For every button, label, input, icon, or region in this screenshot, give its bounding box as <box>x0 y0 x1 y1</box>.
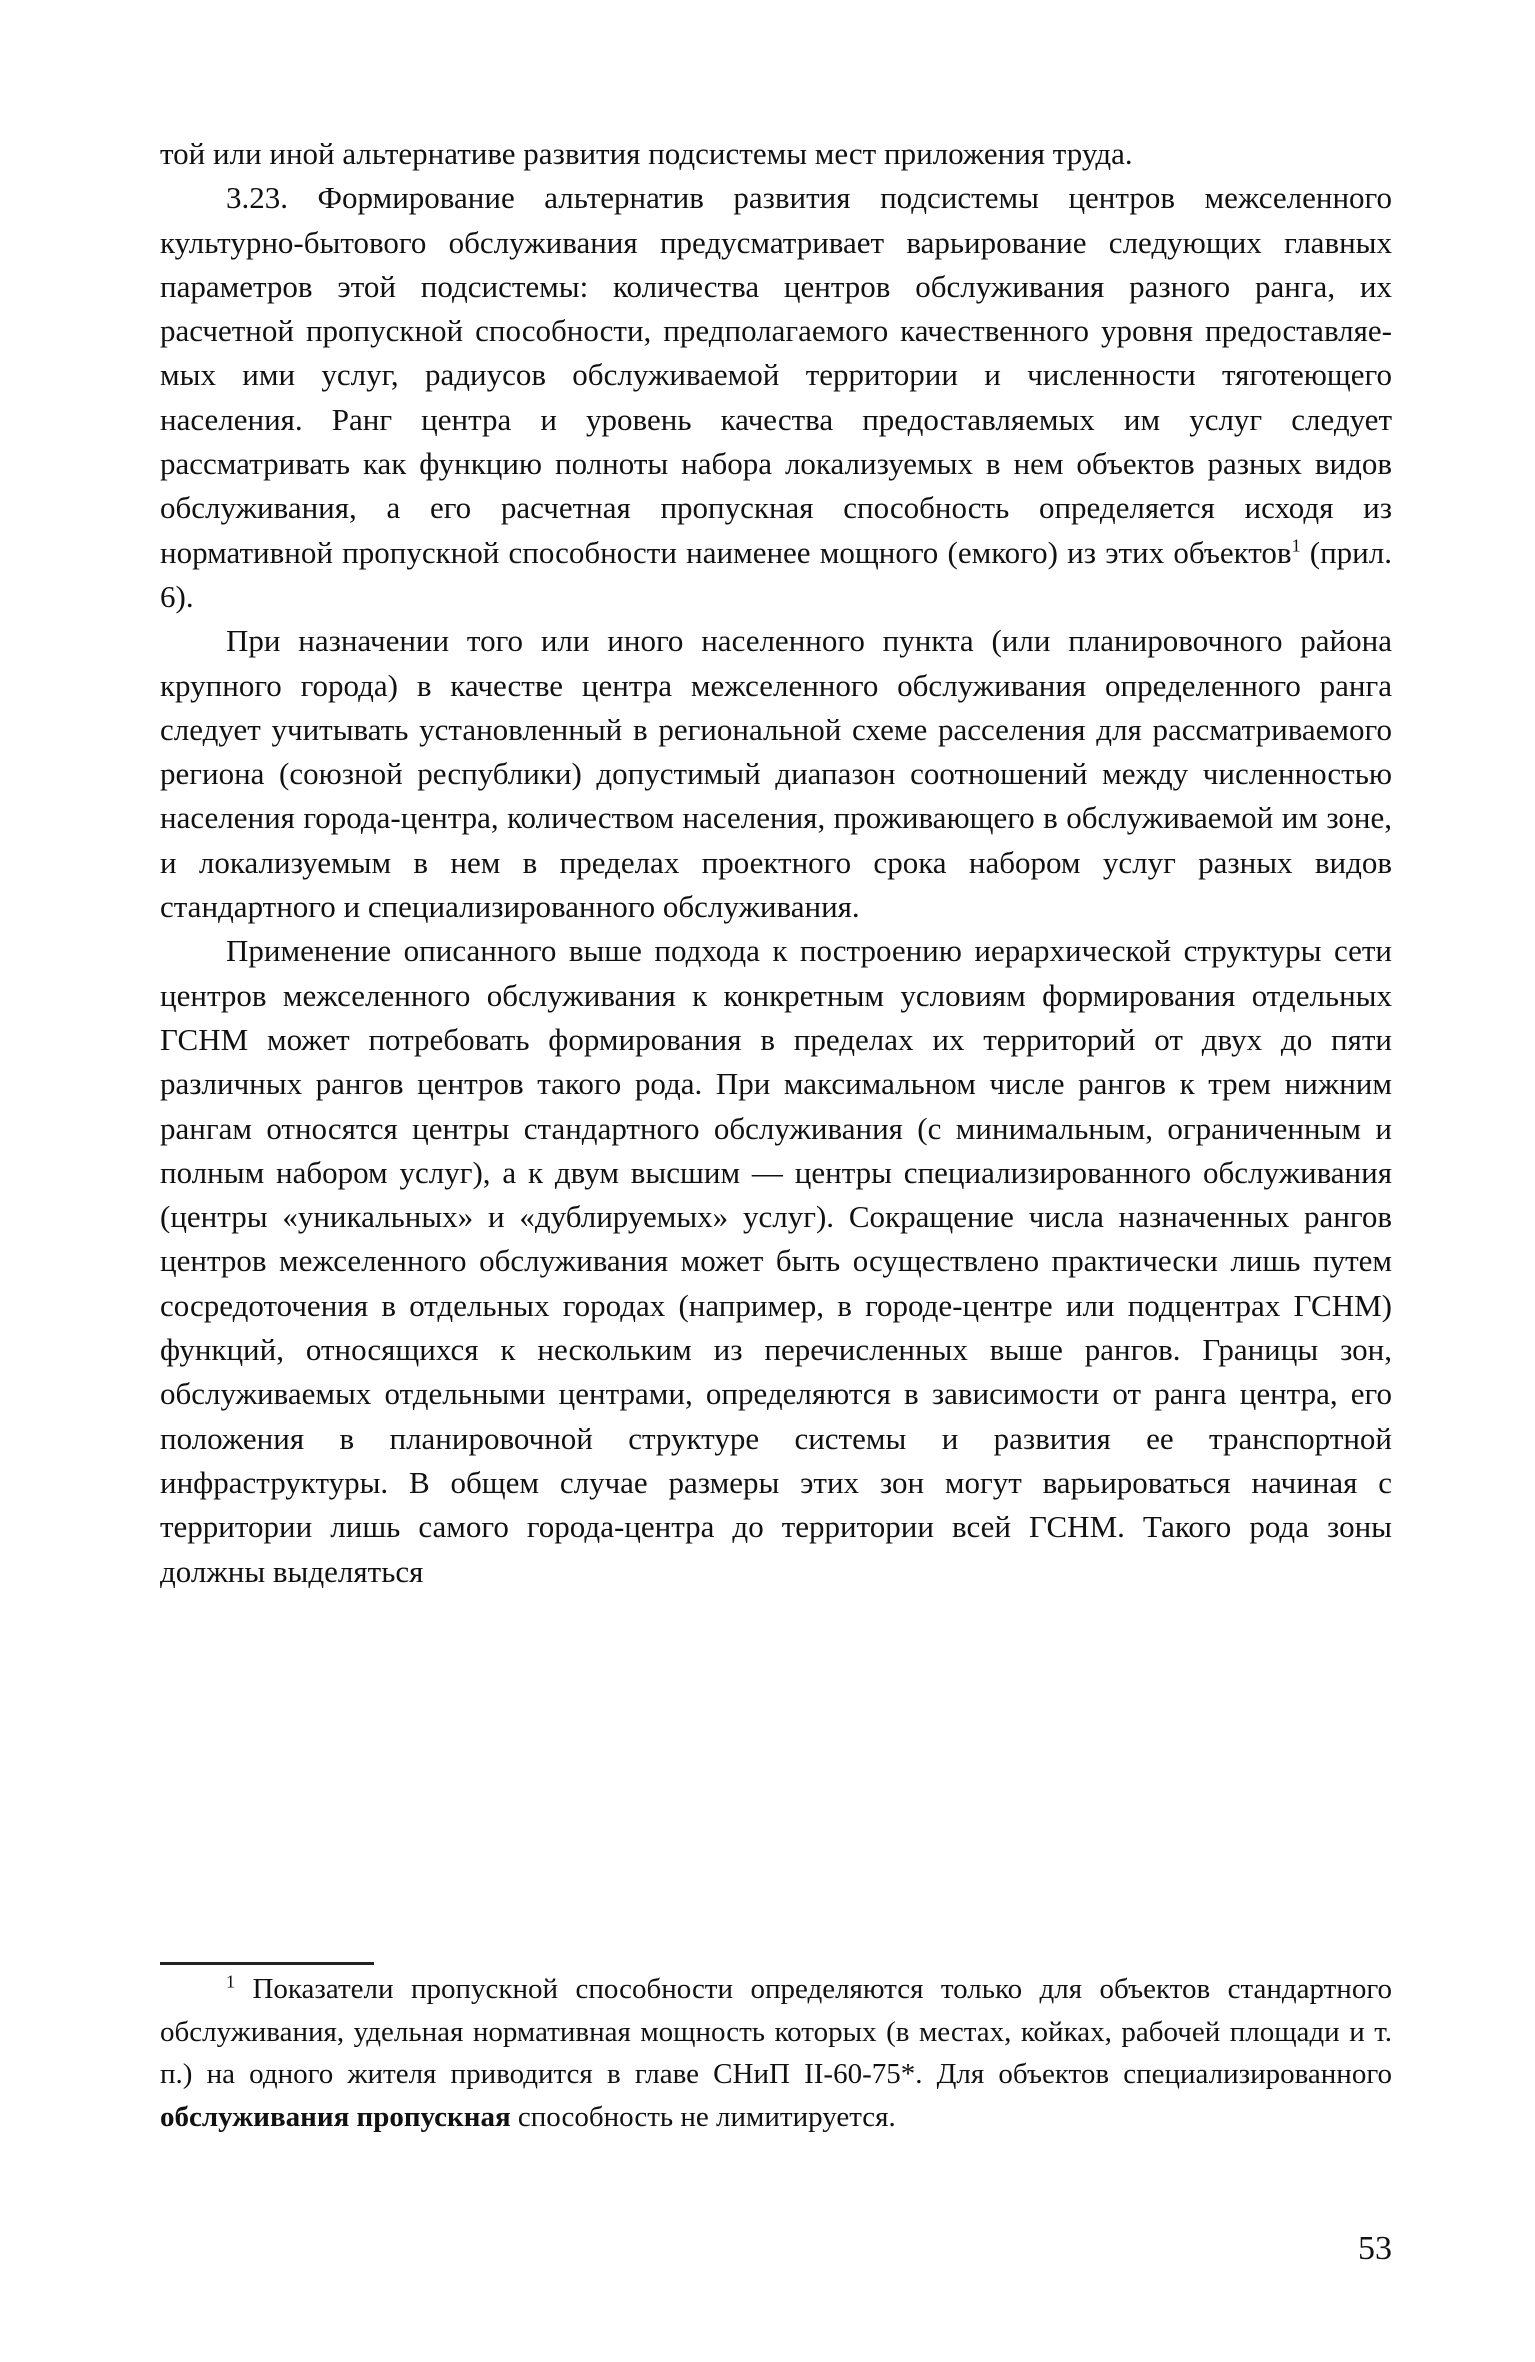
footnote-marker: 1 <box>226 1971 235 1992</box>
page-body <box>160 132 1392 1594</box>
paragraph-3-23 <box>160 176 1392 619</box>
paragraph-center-assignment: При назначении того или иного населенного пункта (или планировочного района крупного города) в качестве центра межселенного обслуживания определенного ранга следует учитывать установленный в региональной схеме расселения для рассматриваемого региона (союзной республики) допустимый диапазон соотношений между численностью населения города-центра, количеством населения, проживающего в обслуживаемой им зоне, и локализуемым в нем в пределах проектного срока набором услуг разных видов стандартного и специализированного обслуживания. <box>160 623 1392 925</box>
appendix-reference: (прил. 6). <box>160 534 1392 614</box>
paragraph-text: 3.23. Формирование альтернатив развития подсистемы центров межселенного культурно-бытового обслуживания предусматривает варьирование следующих главных параметров этой подсистемы: количества центров обслуживания разного ранга, их расчетной пропускной способности, предполагаемого качественного уровня предоставляемых ими услуг, радиусов обслуживаемой территории и численности тяготеющего населения. Ранг центра и уровень качества предоставляемых им услуг следует рассматривать как функцию полноты набора локализуемых в нем объектов разных видов обслуживания, а его расчетная пропускная способность определяется исходя из нормативной пропускной способности наименее мощного (емкого) из этих объектов <box>160 180 1392 570</box>
footnote-divider <box>160 1962 374 1965</box>
footnote-text-bold: обслуживания пропускная <box>160 2100 511 2133</box>
footnote <box>160 1968 1392 2138</box>
paragraph-continuation: той или иной альтернативе развития подсистемы мест приложения труда. <box>160 136 1133 171</box>
footnote-text-2: способность не лимитируется. <box>510 2100 896 2133</box>
paragraph-hierarchy: Применение описанного выше подхода к построению иерархической структуры сети центров межселенного обслуживания к конкретным условиям формирования отдельных ГСНМ может потребовать формирования в пределах их территорий от двух до пяти различных рангов центров такого рода. При максимальном числе рангов к трем нижним рангам относятся центры стандартного обслуживания (с минимальным, ограниченным и полным набором услуг), а к двум высшим — центры специализированного обслуживания (центры «уникальных» и «дублируемых» услуг). Сокращение числа назначенных рангов центров межселенного обслуживания может быть осуществлено практически лишь путем сосредоточения в отдельных городах (например, в городе-центре или подцентрах ГСНМ) функций, относящихся к нескольким из перечисленных выше рангов. Границы зон, обслуживаемых отдельными центрами, определяются в зависимости от ранга центра, его положения в планировочной структуре системы и развития ее транспортной инфраструктуры. В общем случае размеры этих зон могут варьироваться начиная с территории лишь самого города-центра до территории всей ГСНМ. Такого рода зоны должны выделяться <box>160 933 1392 1589</box>
footnote-text-1: Показатели пропускной способности определяются только для объектов стандартного обслуживания, удельная нормативная мощность которых (в местах, койках, рабочей площади и т. п.) на одного жителя приводится в главе СНиП II-60-75*. Для объектов специализированного <box>160 1973 1392 2090</box>
footnote-reference[interactable]: 1 <box>1291 535 1301 556</box>
page-number: 53 <box>1358 2230 1392 2267</box>
